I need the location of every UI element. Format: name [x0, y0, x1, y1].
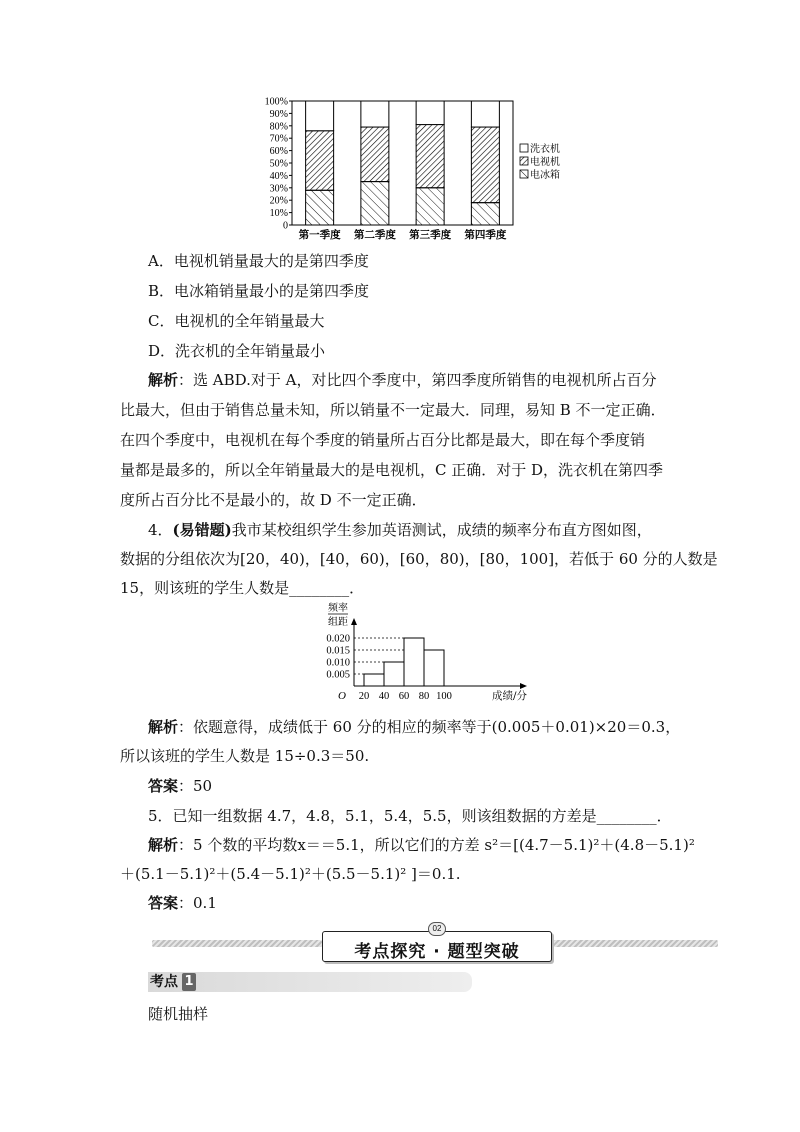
chart2-bar — [384, 662, 404, 686]
chart1-bar-segment — [416, 188, 444, 225]
chart1-x-label: 第一季度 — [298, 229, 341, 241]
option-b: B．电冰箱销量最小的是第四季度 — [148, 282, 370, 300]
chart1-bars — [306, 101, 500, 225]
q4-stem-line-3: 15，则该班的学生人数是________． — [120, 579, 365, 597]
chart2-y-tick-label: 0.005 — [326, 669, 350, 681]
chart1-x-label: 第三季度 — [409, 229, 452, 241]
chart1-bar-segment — [306, 190, 334, 225]
chart1-legend — [520, 142, 560, 181]
q4-answer: 答案：50 — [148, 777, 213, 795]
chart1-bar-segment — [361, 182, 389, 225]
q5-analysis-line-1: 解析：5 个数的平均数x＝＝5.1，所以它们的方差 s²＝[(4.7－5.1)²＋(4.8－5.1)² — [148, 836, 695, 854]
chart2-origin-label: O — [338, 690, 346, 702]
topic-label: 考点 — [150, 974, 178, 990]
chart2-x-tick-label: 80 — [418, 691, 430, 702]
topic-bar — [148, 972, 472, 992]
chart1-bar-segment — [471, 101, 499, 127]
chart1-y-tick-label: 10% — [269, 208, 288, 220]
chart1-x-label: 第四季度 — [464, 229, 507, 241]
chart1-bar-segment — [361, 101, 389, 127]
chart2-x-arrow — [520, 683, 527, 689]
q4-stem-line-2: 数据的分组依次为[20，40)，[40，60)，[60，80)，[80，100]，若低于 60 分的人数是 — [120, 550, 718, 568]
q3-analysis-line-2: 比最大，但由于销售总量未知，所以销量不一定最大．同理，易知 B 不一定正确． — [120, 401, 666, 419]
chart1-bar-segment — [306, 101, 334, 131]
banner-stripe-left — [152, 940, 322, 947]
chart2-y-label-bottom: 组距 — [328, 617, 348, 628]
q4-analysis-line-1: 解析：依题意得，成绩低于 60 分的相应的频率等于(0.005＋0.01)×20＝0.3， — [148, 718, 681, 736]
chart1-y-tick-label: 100% — [264, 96, 288, 108]
q5-stem: 5．已知一组数据 4.7，4.8，5.1，5.4，5.5，则该组数据的方差是________． — [148, 807, 672, 825]
banner-title: 考点探究 · 题型突破 — [354, 942, 520, 962]
chart2-x-tick-label: 40 — [378, 691, 390, 702]
option-a: A．电视机销量最大的是第四季度 — [148, 252, 369, 270]
chart2-y-arrow — [351, 618, 357, 625]
chart1-bar-segment — [471, 203, 499, 225]
chart2-bar — [424, 650, 444, 686]
q3-analysis-line-3: 在四个季度中，电视机在每个季度的销量所占百分比都是最大，即在每个季度销 — [120, 431, 646, 449]
chart2-y-tick-label: 0.020 — [326, 633, 350, 645]
chart1-bar-segment — [416, 101, 444, 125]
chart1-x-labels — [299, 228, 507, 241]
q3-analysis-line-5: 度所占百分比不是最小的，故 D 不一定正确． — [120, 491, 427, 509]
q4-analysis-line-2: 所以该班的学生人数是 15÷0.3＝50. — [120, 747, 370, 765]
analysis-label: 解析 — [148, 371, 179, 389]
chart1-bar-segment — [471, 127, 499, 203]
chart1-bar-segment — [416, 125, 444, 188]
topic-number: 1 — [182, 973, 196, 991]
chart1-y-tick-label: 50% — [269, 158, 288, 170]
chart2-bar — [404, 638, 424, 686]
option-d: D．洗衣机的全年销量最小 — [148, 342, 326, 360]
chart1-y-tick-label: 80% — [269, 121, 288, 133]
q4-stem-line-1: 4．(易错题)我市某校组织学生参加英语测试，成绩的频率分布直方图如图， — [148, 521, 652, 539]
q4-tag: (易错题) — [172, 521, 232, 539]
chart2-x-tick-label: 20 — [358, 691, 370, 702]
chart1-y-tick-label: 40% — [269, 170, 288, 182]
q3-analysis-line-1: 解析：选 ABD.对于 A，对比四个季度中，第四季度所销售的电视机所占百分 — [148, 371, 657, 389]
chart2-y-tick-label: 0.015 — [326, 645, 350, 657]
q5-analysis-line-2: ＋(5.1－5.1)²＋(5.4－5.1)²＋(5.5－5.1)² ]＝0.1. — [120, 865, 461, 883]
q5-answer: 答案：0.1 — [148, 894, 217, 912]
q3-analysis-line-4: 量都是最多的，所以全年销量最大的是电视机，C 正确．对于 D，洗衣机在第四季 — [120, 461, 664, 479]
chart1-y-tick-label: 90% — [269, 108, 288, 120]
chart1-legend-swatch — [520, 157, 528, 165]
chart1-bar-segment — [361, 127, 389, 182]
topic-title: 随机抽样 — [148, 1005, 209, 1023]
chart1-legend-label: 洗衣机 — [530, 144, 560, 155]
chart1-y-ticks — [265, 97, 292, 232]
chart1-legend-label: 电视机 — [530, 157, 560, 168]
chart2-y-tick-label: 0.010 — [326, 657, 350, 669]
chart1-y-tick-label: 30% — [269, 183, 288, 195]
option-c: C．电视机的全年销量最大 — [148, 312, 325, 330]
chart1-x-label: 第二季度 — [353, 229, 396, 241]
chart1-y-tick-label: 0 — [283, 220, 288, 232]
chart1-y-tick-label: 20% — [269, 195, 288, 207]
chart2-y-label-top: 频率 — [328, 603, 348, 614]
chart1-y-tick-label: 60% — [269, 146, 288, 158]
banner-stripe-right — [552, 940, 718, 947]
chart2-x-axis-label: 成绩/分 — [492, 690, 528, 702]
chart2-x-tick-label: 100 — [436, 691, 452, 702]
chart2-x-tick-label: 60 — [398, 691, 410, 702]
chart2-bar — [364, 674, 384, 686]
chart1-legend-label: 电冰箱 — [530, 170, 560, 181]
stacked-bar-chart — [255, 92, 560, 244]
chart1-legend-swatch — [520, 144, 528, 152]
banner-badge: 02 — [428, 922, 446, 936]
chart1-bar-segment — [306, 131, 334, 191]
section-banner — [152, 924, 718, 962]
frequency-histogram — [318, 600, 538, 712]
chart1-legend-swatch — [520, 170, 528, 178]
chart1-y-tick-label: 70% — [269, 133, 288, 145]
